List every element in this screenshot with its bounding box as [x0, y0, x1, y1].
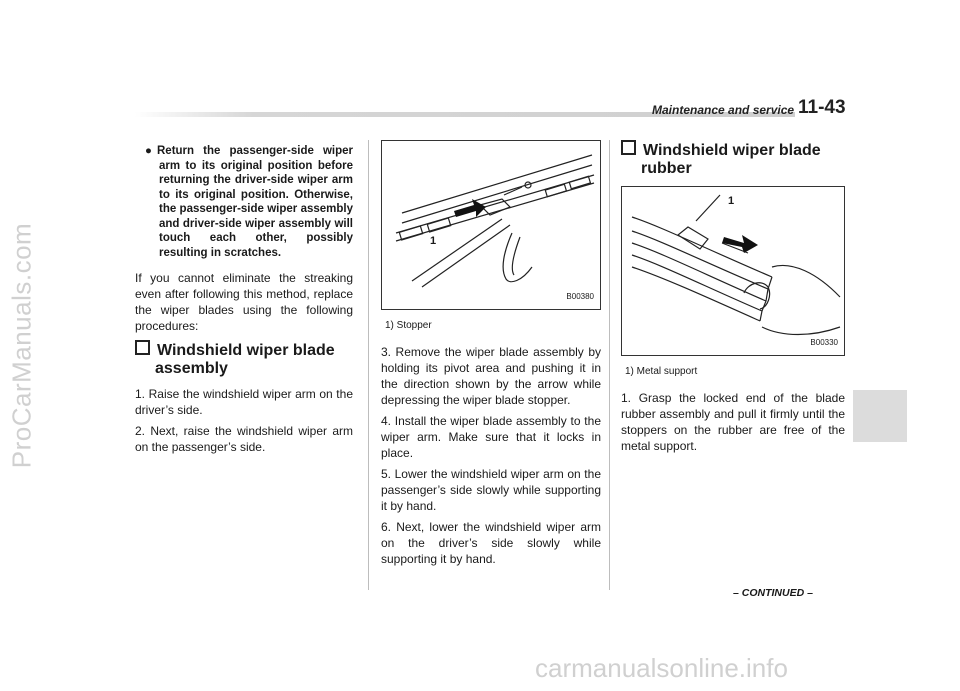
figure-stopper-code: B00380: [566, 292, 594, 301]
step-6: 6. Next, lower the windshield wiper arm on the driver’s side slowly while supporting it by hand.: [381, 520, 601, 566]
step-3: 3. Remove the wiper blade assembly by holding its pivot area and pushing it in the direction shown by the arrow while depressing the wiper blade stopper.: [381, 345, 601, 407]
column-2: [381, 140, 601, 572]
caption-stopper: 1) Stopper: [385, 320, 432, 331]
column-divider-1: [368, 140, 369, 590]
step-4: 4. Install the wiper blade assembly to the wiper arm. Make sure that it locks in place.: [381, 414, 601, 460]
heading-blade-rubber: [621, 140, 845, 178]
bullet-icon: ●: [145, 145, 152, 157]
figure-metal-support-code: B00330: [810, 338, 838, 347]
caption-metal-support: 1) Metal support: [625, 366, 698, 377]
figure-stopper-callout: 1: [430, 235, 437, 247]
column-1: [135, 140, 353, 460]
chapter-tab: [853, 390, 907, 442]
figure-metal-support: [621, 186, 845, 356]
column-3: [621, 140, 845, 459]
figure-stopper: [381, 140, 601, 310]
column-divider-2: [609, 140, 610, 590]
side-watermark-text: ProCarManuals.com: [6, 222, 37, 469]
figure-metal-support-callout: 1: [728, 195, 735, 207]
heading-blade-assembly: [135, 340, 353, 378]
step-1: 1. Raise the windshield wiper arm on the driver’s side.: [135, 387, 353, 417]
step-2: 2. Next, raise the windshield wiper arm on the passenger’s side.: [135, 424, 353, 454]
continued-label: – CONTINUED –: [733, 587, 813, 599]
section-title: Maintenance and service: [652, 103, 795, 117]
section-square-icon: [135, 340, 150, 355]
section-square-icon: [621, 140, 636, 155]
blade-rubber-illustration: [622, 187, 844, 355]
page-number: 11-43: [798, 97, 846, 118]
caution-note-text: Return the passenger-side wiper arm to its original position before returning the driver-side wiper arm to its original position. Otherwise, the passenger-side wiper assembly and driver-side wiper assembly will touch each other, possibly resulting in scratches.: [157, 145, 353, 259]
footer-watermark: carmanualsonline.info: [535, 653, 788, 683]
caution-note: [135, 144, 353, 260]
heading-blade-assembly-text: Windshield wiper blade assembly: [155, 342, 335, 377]
step-rubber-1: 1. Grasp the locked end of the blade rubber assembly and pull it firmly until the stoppers on the rubber are free of the metal support.: [621, 391, 845, 453]
heading-blade-rubber-text: Windshield wiper blade rubber: [641, 142, 821, 177]
step-5: 5. Lower the windshield wiper arm on the passenger’s side slowly while supporting it by hand.: [381, 467, 601, 513]
wiper-stopper-illustration: [382, 141, 600, 309]
side-watermark: [2, 0, 42, 691]
paragraph-streaking: If you cannot eliminate the streaking even after following this method, replace the wiper blades using the following procedures:: [135, 271, 353, 333]
